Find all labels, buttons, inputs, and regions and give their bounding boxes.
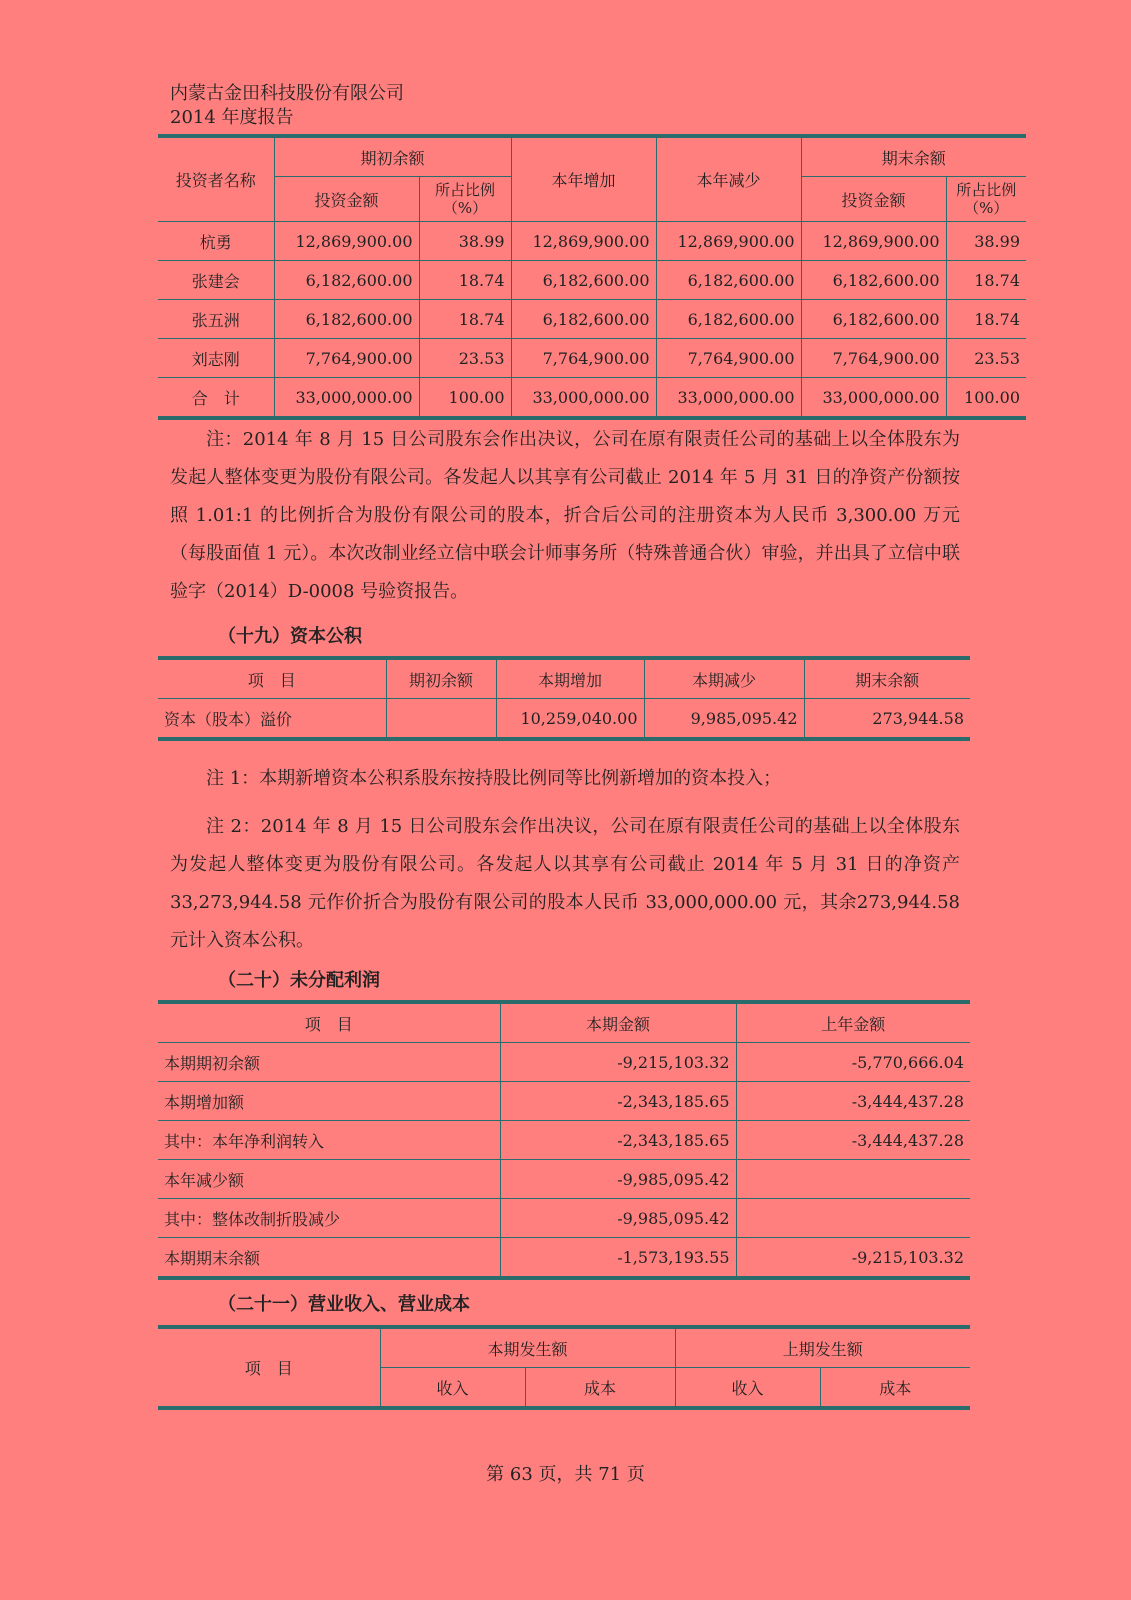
cell: 7,764,900.00 — [656, 339, 801, 378]
header-cell: 本期减少 — [644, 658, 804, 699]
section-heading: （十九）资本公积 — [218, 626, 362, 647]
cell: 33,000,000.00 — [656, 378, 801, 419]
header-cell: 期初余额 — [386, 658, 496, 699]
cell: 7,764,900.00 — [801, 339, 946, 378]
col-investor: 投资者名称 — [158, 136, 274, 222]
cell: -9,985,095.42 — [500, 1199, 736, 1238]
header-cell: 本期增加 — [496, 658, 644, 699]
cell: 6,182,600.00 — [656, 261, 801, 300]
header-cell: 上期发生额 — [675, 1327, 970, 1368]
cell: 38.99 — [419, 222, 511, 261]
header-cell: 本期发生额 — [380, 1327, 675, 1368]
cell: 12,869,900.00 — [511, 222, 656, 261]
table-row — [158, 300, 1026, 339]
header-cell: 收入 — [675, 1368, 820, 1409]
cell: 6,182,600.00 — [801, 261, 946, 300]
table-row — [158, 1199, 970, 1238]
page-footer: 第 63 页，共 71 页 — [486, 1464, 645, 1485]
cell: 18.74 — [946, 261, 1026, 300]
header-cell: 期末余额 — [804, 658, 970, 699]
table-row — [158, 339, 1026, 378]
col-closing: 期末余额 — [801, 136, 1026, 177]
cell: 6,182,600.00 — [511, 300, 656, 339]
cell: 7,764,900.00 — [511, 339, 656, 378]
cell: 7,764,900.00 — [274, 339, 419, 378]
cell: 33,000,000.00 — [801, 378, 946, 419]
section-heading: （二十一）营业收入、营业成本 — [218, 1294, 470, 1315]
cell: 18.74 — [419, 300, 511, 339]
table-row — [158, 1121, 970, 1160]
sub-amount: 投资金额 — [801, 177, 946, 222]
note-paragraph — [170, 808, 960, 960]
cell — [386, 699, 496, 740]
cell: 资本（股本）溢价 — [158, 699, 386, 740]
table-row — [158, 1160, 970, 1199]
cell: -9,215,103.32 — [500, 1043, 736, 1082]
cell: 杭勇 — [158, 222, 274, 261]
note-paragraph — [170, 421, 960, 611]
cell: -3,444,437.28 — [736, 1121, 970, 1160]
col-opening: 期初余额 — [274, 136, 511, 177]
table-row — [158, 222, 1026, 261]
sub-ratio: 所占比例（%） — [946, 177, 1026, 222]
table-row — [158, 699, 970, 740]
cell: 12,869,900.00 — [801, 222, 946, 261]
header-cell: 上年金额 — [736, 1002, 970, 1043]
cell: -5,770,666.04 — [736, 1043, 970, 1082]
cell: 6,182,600.00 — [801, 300, 946, 339]
note-text: 注 1：本期新增资本公积系股东按持股比例同等比例新增加的资本投入； — [206, 768, 782, 789]
cell: 38.99 — [946, 222, 1026, 261]
cell — [736, 1160, 970, 1199]
header-cell: 收入 — [380, 1368, 525, 1409]
table-row — [158, 1238, 970, 1279]
header-cell: 成本 — [525, 1368, 675, 1409]
cell: 张五洲 — [158, 300, 274, 339]
cell: 23.53 — [946, 339, 1026, 378]
cell: 6,182,600.00 — [274, 300, 419, 339]
cell: 其中：本年净利润转入 — [158, 1121, 500, 1160]
cell: 本期增加额 — [158, 1082, 500, 1121]
header-cell: 成本 — [820, 1368, 970, 1409]
cell: 10,259,040.00 — [496, 699, 644, 740]
cell: 张建会 — [158, 261, 274, 300]
cell: -9,215,103.32 — [736, 1238, 970, 1279]
company-name: 内蒙古金田科技股份有限公司 — [170, 83, 404, 104]
cell: 100.00 — [946, 378, 1026, 419]
table-row — [158, 1043, 970, 1082]
header-cell: 项 目 — [158, 658, 386, 699]
table-row-total — [158, 378, 1026, 419]
col-decrease: 本年减少 — [656, 136, 801, 222]
cell: 273,944.58 — [804, 699, 970, 740]
header-cell: 本期金额 — [500, 1002, 736, 1043]
cell: 6,182,600.00 — [656, 300, 801, 339]
cell: 9,985,095.42 — [644, 699, 804, 740]
investor-table — [158, 134, 1026, 420]
page-header — [170, 82, 404, 130]
cell: 刘志刚 — [158, 339, 274, 378]
cell: -1,573,193.55 — [500, 1238, 736, 1279]
cell: 12,869,900.00 — [274, 222, 419, 261]
capital-reserve-table — [158, 656, 970, 741]
cell: 本年减少额 — [158, 1160, 500, 1199]
cell: -2,343,185.65 — [500, 1082, 736, 1121]
cell: -2,343,185.65 — [500, 1121, 736, 1160]
cell: 23.53 — [419, 339, 511, 378]
cell: 100.00 — [419, 378, 511, 419]
cell: 18.74 — [419, 261, 511, 300]
cell: 本期期末余额 — [158, 1238, 500, 1279]
header-cell: 项 目 — [158, 1327, 380, 1408]
cell: 12,869,900.00 — [656, 222, 801, 261]
section-heading: （二十）未分配利润 — [218, 970, 380, 991]
cell: 合 计 — [158, 378, 274, 419]
cell: -3,444,437.28 — [736, 1082, 970, 1121]
report-title: 2014 年度报告 — [170, 107, 294, 128]
cell: 6,182,600.00 — [274, 261, 419, 300]
cell: 其中：整体改制折股减少 — [158, 1199, 500, 1238]
note-paragraph — [170, 760, 960, 798]
cell: 18.74 — [946, 300, 1026, 339]
cell: 33,000,000.00 — [274, 378, 419, 419]
sub-amount: 投资金额 — [274, 177, 419, 222]
cell: 本期期初余额 — [158, 1043, 500, 1082]
undistributed-profit-table — [158, 1000, 970, 1280]
cell — [736, 1199, 970, 1238]
cell: -9,985,095.42 — [500, 1160, 736, 1199]
table-row — [158, 261, 1026, 300]
cell: 33,000,000.00 — [511, 378, 656, 419]
revenue-cost-table — [158, 1325, 970, 1410]
note-text: 注 2：2014 年 8 月 15 日公司股东会作出决议，公司在原有限责任公司的基础上以全体股东为发起人整体变更为股份有限公司。各发起人以其享有公司截止 2014 年 5 月 31 日的净资产 33,273,944.58 元作价折合为股份有限公司的股本人民币 33,000,000.00 元，其余273,944.58 元计入资本公积。 — [170, 816, 960, 951]
header-cell: 项 目 — [158, 1002, 500, 1043]
cell: 6,182,600.00 — [511, 261, 656, 300]
sub-ratio: 所占比例（%） — [419, 177, 511, 222]
col-increase: 本年增加 — [511, 136, 656, 222]
note-text: 注：2014 年 8 月 15 日公司股东会作出决议，公司在原有限责任公司的基础上以全体股东为发起人整体变更为股份有限公司。各发起人以其享有公司截止 2014 年 5 月 31 日的净资产份额按照 1.01:1 的比例折合为股份有限公司的股本，折合后公司的注册资本为人民币 3,300.00 万元（每股面值 1 元）。本次改制业经立信中联会计师事务所（特殊普通合伙）审验，并出具了立信中联验字（2014）D-0008 号验资报告。 — [170, 429, 960, 602]
table-row — [158, 1082, 970, 1121]
